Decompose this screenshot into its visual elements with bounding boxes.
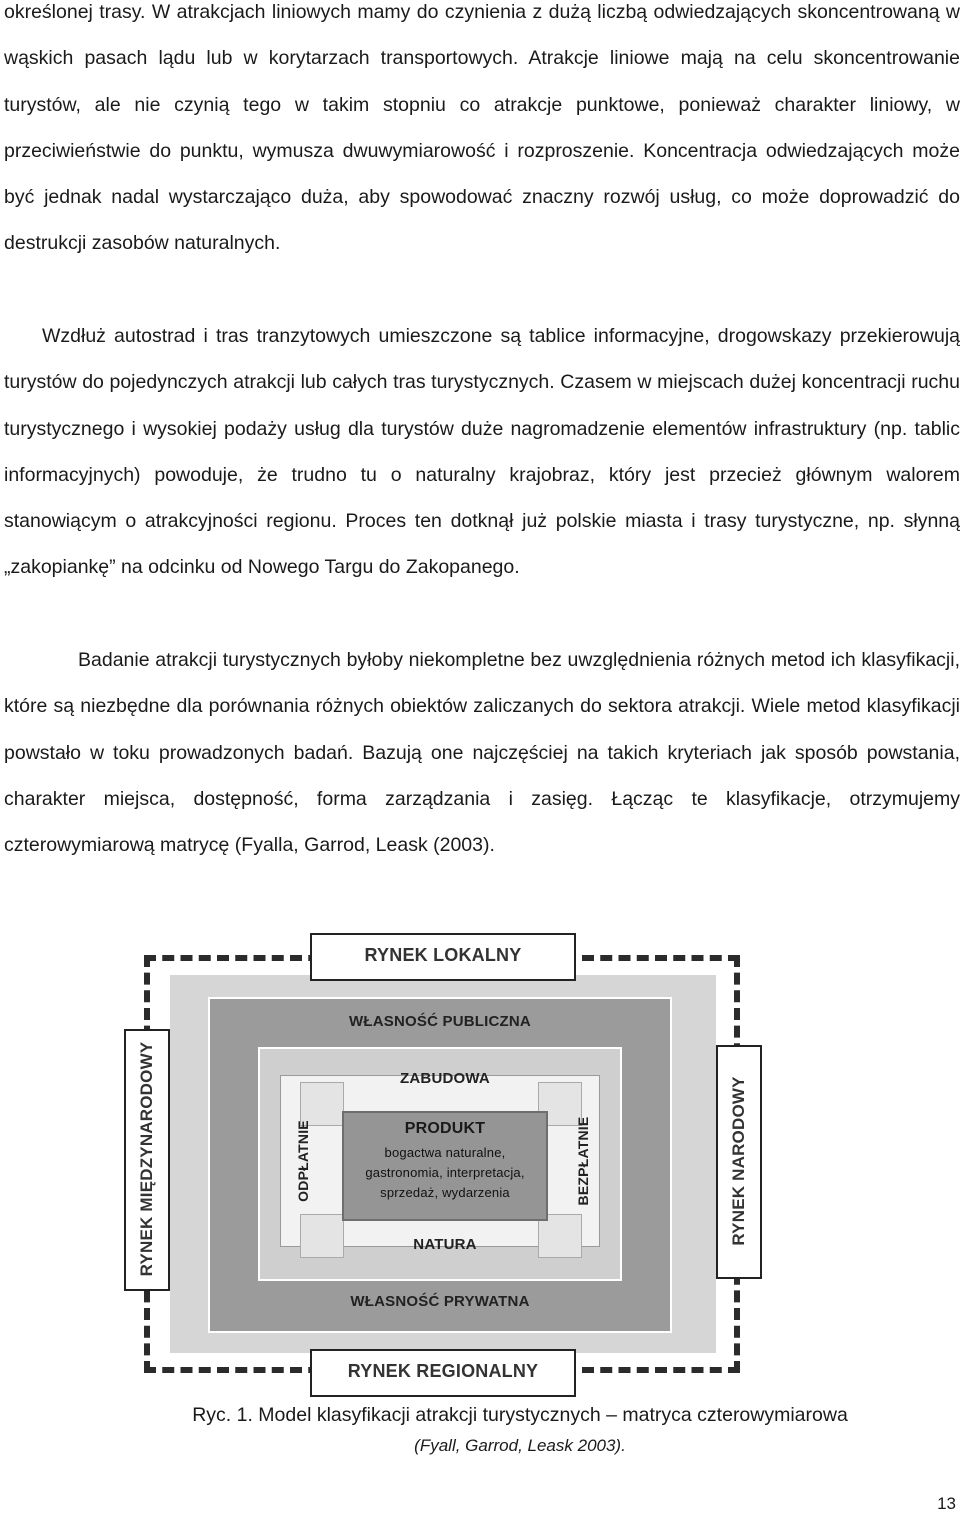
product-description-line-2: gastronomia, interpretacja, bbox=[365, 1165, 525, 1180]
four-dimensional-matrix-diagram bbox=[0, 925, 960, 1405]
nature-label: NATURA bbox=[413, 1236, 477, 1253]
paragraph-linear-attractions: określonej trasy. W atrakcjach liniowych mamy do czynienia z dużą liczbą odwiedzających skoncentrowaną w wąskich pasach lądu lub w korytarzach transportowych. Atrakcje liniowe mają na celu skoncentrowanie turystów, ale nie czynią tego w takim stopniu co atrakcje punktowe, ponieważ charakter liniowy, w przeciwieństwie do punktu, wymusza dwuwymiarowość i rozproszenie. Koncentracja odwiedzających może być jednak nadal wystarczająco duża, aby spowodować znaczny rozwój usług, co może doprowadzić do destrukcji zasobów naturalnych. bbox=[4, 1, 960, 255]
free-access-label: BEZPŁATNIE bbox=[575, 1116, 591, 1206]
regional-market-label: RYNEK REGIONALNY bbox=[347, 1361, 539, 1381]
product-description-line-1: bogactwa naturalne, bbox=[384, 1145, 506, 1160]
product-title: PRODUKT bbox=[404, 1120, 486, 1137]
national-market-label: RYNEK NARODOWY bbox=[729, 1076, 748, 1246]
corner-square-bottom-left bbox=[300, 1214, 344, 1258]
paragraph-road-signs: Wzdłuż autostrad i tras tranzytowych umieszczone są tablice informacyjne, drogowskazy przekierowują turystów do pojedynczych atrakcji lub całych tras turystycznych. Czasem w miejscach dużej koncentracji ruchu turystycznego i wysokiej podaży usług dla turystów duże nagromadzenie elementów infrastruktury (np. tablic informacyjnych) powoduje, że trudno tu o naturalny krajobraz, który jest przecież głównym walorem stanowiącym o atrakcyjności regionu. Proces ten dotknął już polskie miasta i trasy turystyczne, np. słynną „zakopiankę” na odcinku od Nowego Targu do Zakopanego. bbox=[4, 325, 960, 579]
local-market-label: RYNEK LOKALNY bbox=[364, 945, 522, 965]
page-number: 13 bbox=[937, 1494, 956, 1513]
figure-source: (Fyall, Garrod, Leask 2003). bbox=[414, 1436, 626, 1455]
figure-caption: Ryc. 1. Model klasyfikacji atrakcji turystycznych – matryca czterowymiarowa bbox=[192, 1404, 848, 1426]
paragraph-classification: Badanie atrakcji turystycznych byłoby niekompletne bez uwzględnienia różnych metod ich klasyfikacji, które są niezbędne dla porównania różnych obiektów zaliczanych do sektora atrakcji. Wiele metod klasyfikacji powstało w toku prowadzonych badań. Bazują one najczęściej na takich kryteriach jak sposób powstania, charakter miejsca, dostępność, forma zarządzania i zasięg. Łącząc te klasyfikacje, otrzymujemy czterowymiarową matrycę (Fyalla, Garrod, Leask (2003). bbox=[4, 649, 960, 857]
product-description-line-3: sprzedaż, wydarzenia bbox=[380, 1185, 510, 1200]
private-ownership-label: WŁASNOŚĆ PRYWATNA bbox=[350, 1293, 530, 1310]
paid-access-label: ODPŁATNIE bbox=[295, 1120, 311, 1202]
public-ownership-label: WŁASNOŚĆ PUBLICZNA bbox=[349, 1013, 531, 1030]
built-label: ZABUDOWA bbox=[400, 1070, 490, 1087]
international-market-label: RYNEK MIĘDZYNARODOWY bbox=[137, 1041, 156, 1277]
